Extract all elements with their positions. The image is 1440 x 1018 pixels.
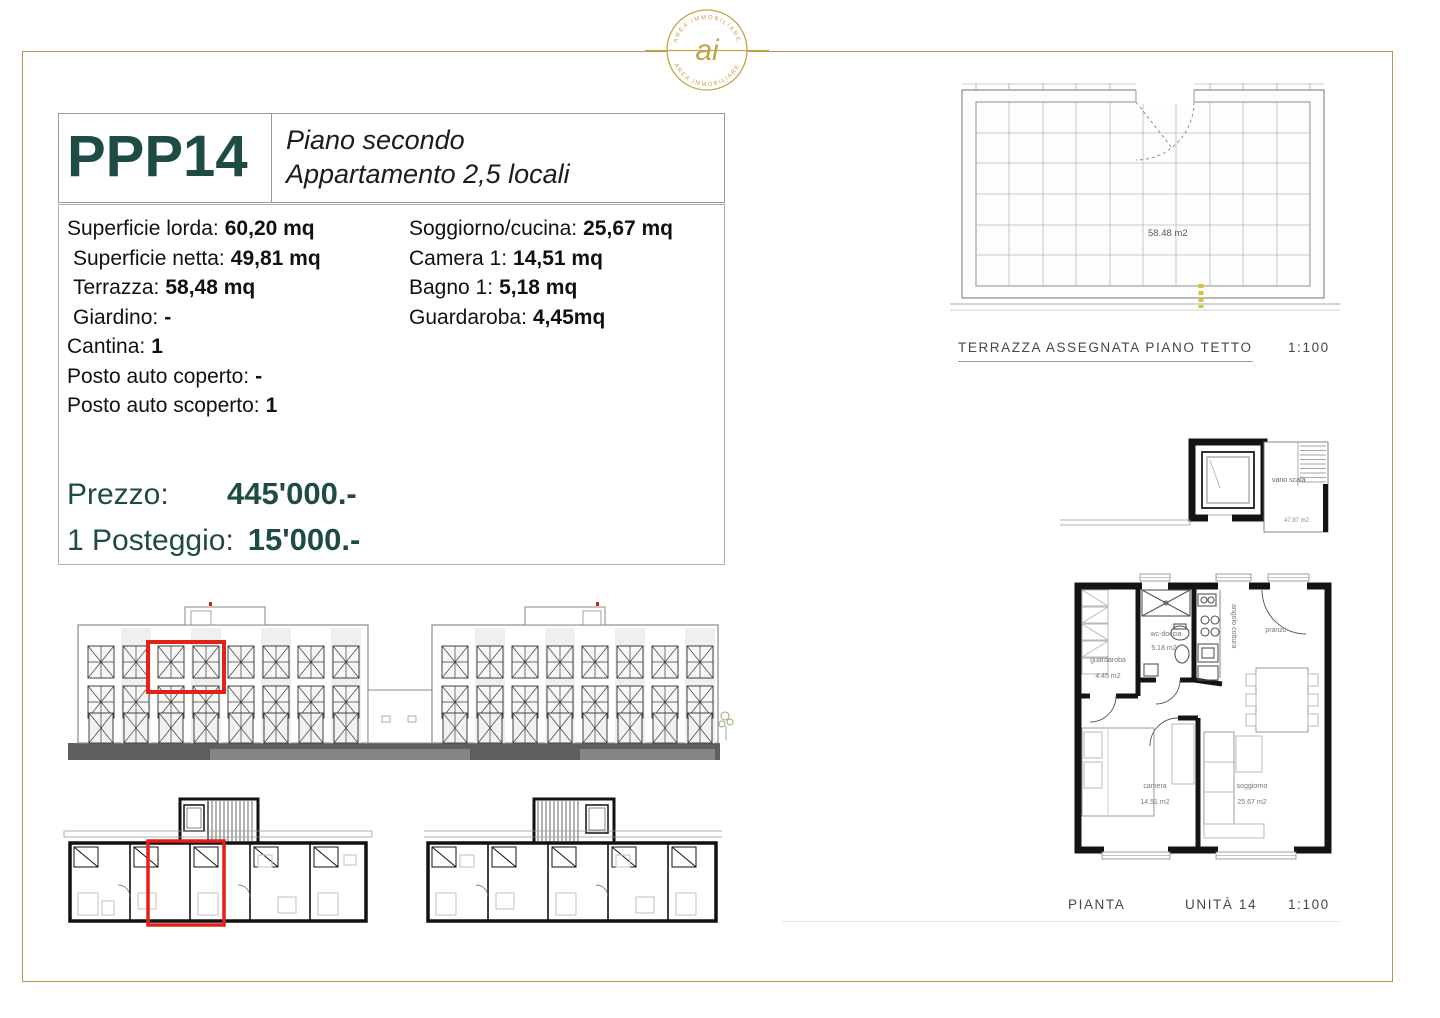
details-box	[58, 204, 725, 565]
detail-value: 1	[151, 335, 163, 358]
apartment-outline	[1078, 586, 1328, 850]
stairwell-block	[534, 799, 614, 843]
detail-row	[409, 214, 673, 244]
room-label-angolo-cottura: angolo cottura	[1230, 604, 1237, 649]
detail-row	[67, 244, 321, 274]
detail-label: Terrazza:	[73, 276, 160, 299]
detail-value: 4,45mq	[532, 305, 606, 329]
details-right-column	[409, 214, 673, 332]
stair-core	[1192, 442, 1328, 532]
detail-row	[67, 362, 321, 392]
room-label-guardaroba: guardaroba	[1090, 657, 1126, 664]
room-label-pranzo: pranzo	[1265, 627, 1287, 634]
detail-row	[409, 273, 673, 303]
detail-row	[67, 303, 321, 333]
room-label-camera: camera	[1143, 783, 1167, 790]
stairwell-label: vano scala	[1272, 477, 1306, 484]
unit-floor: Piano secondo	[286, 125, 465, 155]
detail-value: 60,20 mq	[224, 217, 315, 240]
detail-label: Cantina:	[67, 335, 146, 358]
logo-monogram: ai	[695, 34, 719, 67]
detail-label: Bagno 1:	[409, 276, 494, 299]
detail-value: 14,51 mq	[513, 246, 603, 270]
detail-row	[67, 273, 321, 303]
pianta-scale: 1:100	[1288, 897, 1330, 912]
detail-value: -	[164, 305, 172, 329]
detail-value: -	[255, 364, 263, 388]
roof-marker	[596, 602, 599, 606]
detail-label: Guardaroba:	[409, 305, 527, 329]
terrace-caption: TERRAZZA ASSEGNATA PIANO TETTO	[958, 340, 1253, 362]
stairwell-area: 47.97 m2	[1284, 518, 1310, 524]
room-area-camera: 14.51 m2	[1140, 799, 1170, 806]
brand-logo	[643, 0, 771, 100]
detail-label: Camera 1:	[409, 246, 508, 270]
detail-value: 5,18 mq	[499, 276, 578, 299]
detail-label: Soggiorno/cucina:	[409, 217, 578, 240]
roof-marker	[209, 602, 212, 606]
price-value: 445'000.-	[227, 476, 357, 511]
room-label-wc: wc-doccia	[1150, 631, 1182, 638]
detail-value: 58,48 mq	[165, 276, 256, 299]
detail-row	[67, 214, 321, 244]
detail-label: Superficie lorda:	[67, 217, 219, 240]
pianta-caption: PIANTA	[1068, 897, 1126, 912]
parking-label: 1 Posteggio:	[67, 524, 234, 557]
logo-arc-bottom-text: AREA IMMOBILIARE	[672, 62, 742, 89]
roof-door-gap	[1136, 80, 1194, 104]
terrace-area-label: 58.48 m2	[1148, 228, 1188, 239]
detail-row	[409, 303, 673, 333]
price-block	[67, 471, 360, 563]
unit-subtitle	[271, 114, 724, 202]
parking-price-row	[67, 517, 360, 563]
unit-header-box	[58, 113, 725, 203]
detail-row	[409, 244, 673, 274]
room-area-wc: 5.18 m2	[1151, 645, 1177, 652]
detail-label: Giardino:	[73, 305, 159, 329]
stairwell-block	[180, 799, 258, 843]
pianta-unit-label: UNITÀ 14	[1185, 897, 1258, 912]
room-area-guardaroba: 4.45 m2	[1095, 673, 1121, 680]
plant-sketch	[719, 712, 733, 740]
unit-type: Appartamento 2,5 locali	[286, 159, 570, 189]
detail-value: 1	[265, 394, 278, 417]
detail-value: 49,81 mq	[230, 246, 321, 270]
detail-label: Posto auto coperto:	[67, 364, 250, 388]
room-area-soggiorno: 25.67 m2	[1237, 799, 1267, 806]
middle-connector	[368, 690, 432, 743]
logo-arc-top-text: AREA IMMOBILIARE	[672, 14, 742, 44]
price-label: Prezzo:	[67, 478, 169, 511]
terrace-scale: 1:100	[1288, 340, 1330, 355]
detail-label: Superficie netta:	[73, 246, 225, 270]
unit-code: PPP14	[67, 124, 248, 189]
terrace-roof-plan	[950, 66, 1340, 316]
parking-value: 15'000.-	[247, 522, 361, 557]
floorplan-right-wing	[422, 793, 752, 938]
details-left-column	[67, 214, 321, 421]
detail-label: Posto auto scoperto:	[67, 394, 260, 417]
building-elevation-drawing	[60, 598, 740, 773]
left-wing	[78, 602, 368, 743]
detail-row	[67, 391, 321, 421]
caption-divider-line	[782, 921, 1340, 922]
room-label-soggiorno: soggiorno	[1236, 783, 1268, 790]
detail-row	[67, 332, 321, 362]
price-row	[67, 471, 360, 517]
unit-floorplan	[1060, 428, 1345, 868]
floorplan-left-wing	[62, 793, 392, 938]
detail-value: 25,67 mq	[583, 217, 674, 240]
right-wing	[432, 602, 718, 743]
